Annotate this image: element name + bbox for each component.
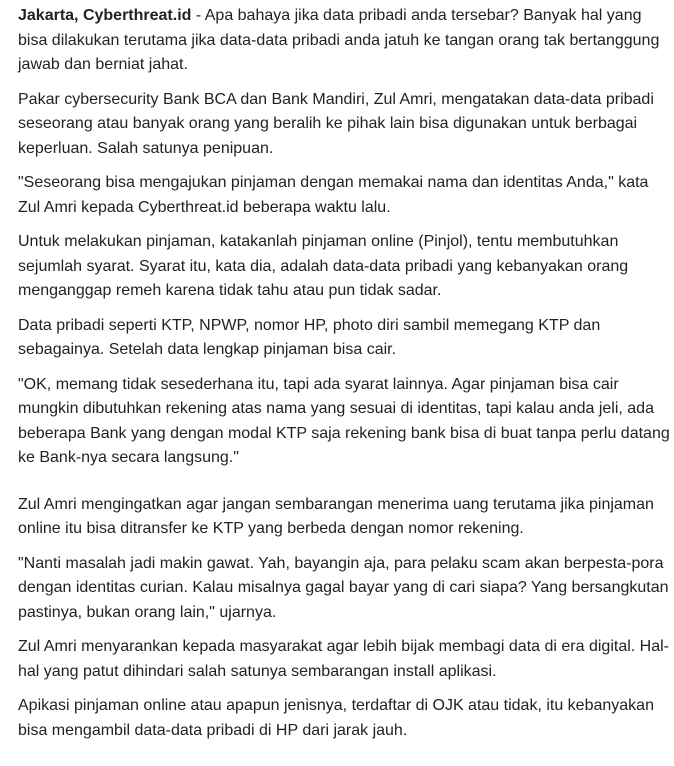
article-paragraph: "Seseorang bisa mengajukan pinjaman dengan memakai nama dan identitas Anda," kata Zul Amri kepada Cyberthreat.id beberapa waktu lalu. bbox=[18, 174, 649, 216]
article-body bbox=[18, 4, 670, 753]
lead-paragraph bbox=[18, 4, 670, 78]
lead-text: - Apa bahaya jika data pribadi anda tersebar? Banyak hal yang bisa dilakukan terutama jika data-data pribadi anda jatuh ke tangan orang tak bertanggung jawab dan berniat jahat. bbox=[18, 7, 660, 73]
article-paragraph: Zul Amri mengingatkan agar jangan sembarangan menerima uang terutama jika pinjaman online itu bisa ditransfer ke KTP yang berbeda dengan nomor rekening. bbox=[18, 495, 654, 537]
dateline: Jakarta, Cyberthreat.id bbox=[18, 7, 192, 24]
article-paragraph: Pakar cybersecurity Bank BCA dan Bank Mandiri, Zul Amri, mengatakan data-data pribadi seseorang atau banyak orang yang beralih ke pihak lain bisa digunakan untuk berbagai keperluan. Salah satunya penipuan. bbox=[18, 90, 654, 157]
article-paragraph: Apikasi pinjaman online atau apapun jenisnya, terdaftar di OJK atau tidak, itu kebanyakan bisa mengambil data-data pribadi di HP dari jarak jauh. bbox=[18, 697, 654, 739]
article-paragraph: "OK, memang tidak sesederhana itu, tapi ada syarat lainnya. Agar pinjaman bisa cair mungkin dibutuhkan rekening atas nama yang sesuai di identitas, tapi kalau anda jeli, ada beberapa Bank yang dengan modal KTP saja rekening bank bisa di buat tanpa perlu datang ke Bank-nya secara langsung." bbox=[18, 375, 670, 466]
article-paragraph: "Nanti masalah jadi makin gawat. Yah, bayangin aja, para pelaku scam akan berpesta-pora dengan identitas curian. Kalau misalnya gagal bayar yang di cari siapa? Yang bersangkutan pastinya, bukan orang lain," ujarnya. bbox=[18, 554, 669, 621]
article-paragraph: Untuk melakukan pinjaman, katakanlah pinjaman online (Pinjol), tentu membutuhkan sejumlah syarat. Syarat itu, kata dia, adalah data-data pribadi yang kebanyakan orang menganggap remeh karena tidak tahu atau pun tidak sadar. bbox=[18, 233, 629, 299]
article-paragraph: Zul Amri menyarankan kepada masyarakat agar lebih bijak membagi data di era digital. Hal-hal yang patut dihindari salah satunya sembarangan install aplikasi. bbox=[18, 638, 669, 680]
article-paragraph: Data pribadi seperti KTP, NPWP, nomor HP, photo diri sambil memegang KTP dan sebagainya. Setelah data lengkap pinjaman bisa cair. bbox=[18, 316, 601, 358]
